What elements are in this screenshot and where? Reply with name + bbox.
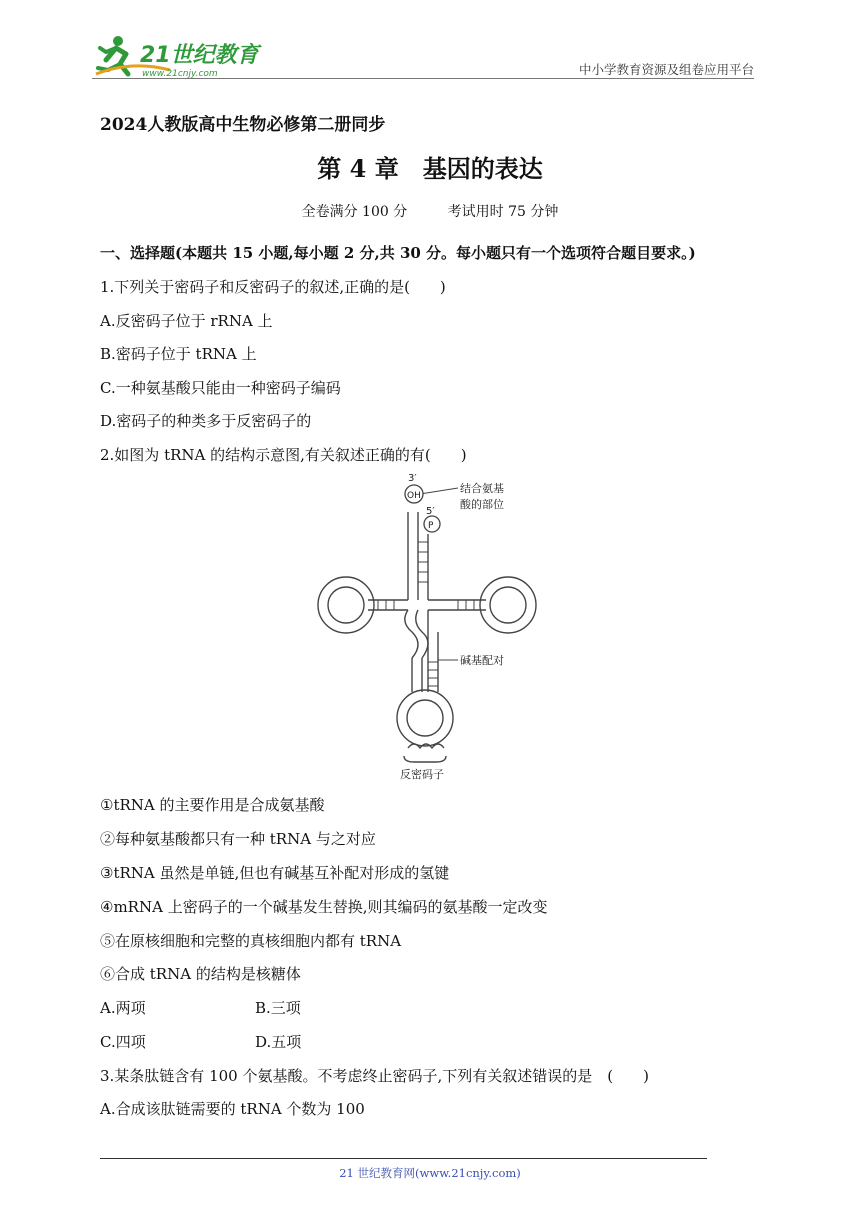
svg-text:21世纪教育: 21世纪教育 — [140, 43, 259, 68]
svg-text:酸的部位: 酸的部位 — [460, 498, 504, 511]
svg-text:www.21cnjy.com: www.21cnjy.com — [142, 69, 218, 79]
platform-tagline: 中小学教育资源及组卷应用平台 — [578, 62, 754, 77]
q2-option-c: C.四项 — [100, 1033, 146, 1051]
q1-option-b: B.密码子位于 tRNA 上 — [100, 345, 257, 363]
svg-text:结合氨基: 结合氨基 — [460, 482, 504, 495]
q2-option-d: D.五项 — [255, 1033, 302, 1051]
svg-text:碱基配对: 碱基配对 — [460, 654, 504, 667]
page-title: 第 4 章 基因的表达 — [317, 154, 543, 183]
series-title: 2024人教版高中生物必修第二册同步 — [100, 115, 386, 135]
q2-option-b: B.三项 — [255, 999, 301, 1017]
trna-diagram — [308, 472, 548, 792]
section-heading: 一、选择题(本题共 15 小题,每小题 2 分,共 30 分。每小题只有一个选项符合题目要求。) — [100, 244, 696, 262]
svg-text:P: P — [428, 521, 434, 531]
question-3-stem: 3.某条肽链含有 100 个氨基酸。不考虑终止密码子,下列有关叙述错误的是 ( ) — [100, 1067, 649, 1085]
question-2-stem: 2.如图为 tRNA 的结构示意图,有关叙述正确的有( ) — [100, 446, 467, 464]
svg-text:OH: OH — [407, 491, 421, 501]
question-1-stem: 1.下列关于密码子和反密码子的叙述,正确的是( ) — [100, 278, 446, 296]
q2-options-row-2 — [100, 1031, 302, 1052]
svg-text:3′: 3′ — [408, 473, 417, 484]
q2-statement-4: ④mRNA 上密码子的一个碱基发生替换,则其编码的氨基酸一定改变 — [100, 898, 548, 916]
header-divider — [92, 78, 754, 79]
full-score: 全卷满分 100 分 — [301, 204, 408, 220]
q2-option-a: A.两项 — [100, 999, 146, 1017]
exam-time: 考试用时 75 分钟 — [447, 204, 559, 220]
footer-divider — [100, 1158, 707, 1159]
footer-link[interactable]: 21 世纪教育网(www.21cnjy.com) — [339, 1166, 521, 1180]
site-logo — [92, 30, 267, 82]
q2-statement-5: ⑤在原核细胞和完整的真核细胞内都有 tRNA — [100, 932, 402, 950]
svg-text:5′: 5′ — [426, 506, 435, 517]
runner-icon — [92, 30, 267, 82]
svg-text:反密码子: 反密码子 — [400, 768, 444, 781]
q2-statement-3: ③tRNA 虽然是单链,但也有碱基互补配对形成的氢键 — [100, 864, 450, 882]
q1-option-c: C.一种氨基酸只能由一种密码子编码 — [100, 379, 341, 397]
q2-statement-6: ⑥合成 tRNA 的结构是核糖体 — [100, 965, 301, 983]
q2-options-row-1 — [100, 997, 301, 1018]
q1-option-a: A.反密码子位于 rRNA 上 — [100, 312, 273, 330]
exam-meta — [0, 201, 860, 221]
q3-option-a: A.合成该肽链需要的 tRNA 个数为 100 — [100, 1100, 365, 1118]
q2-statement-2: ②每种氨基酸都只有一种 tRNA 与之对应 — [100, 830, 376, 848]
q1-option-d: D.密码子的种类多于反密码子的 — [100, 412, 312, 430]
q2-statement-1: ①tRNA 的主要作用是合成氨基酸 — [100, 796, 325, 814]
